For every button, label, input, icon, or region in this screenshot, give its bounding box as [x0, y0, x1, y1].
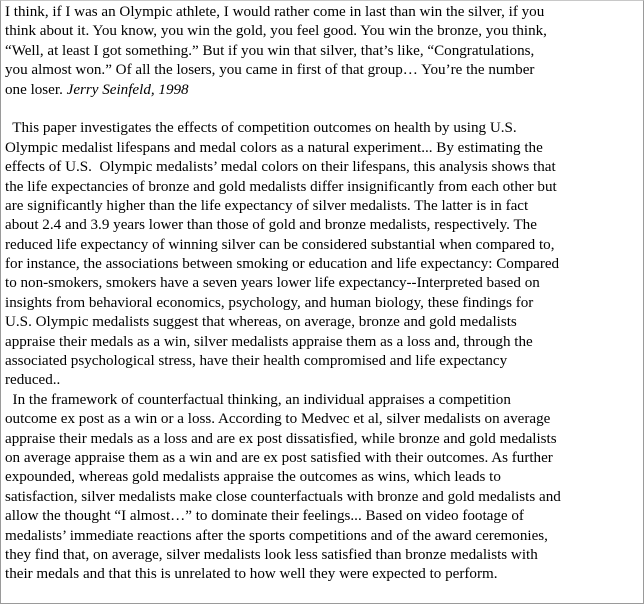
paragraph-line: allow the thought “I almost…” to dominate their feelings... Based on video footage of: [5, 508, 524, 525]
quote-attribution: Jerry Seinfeld, 1998: [66, 81, 189, 98]
paragraph-line: This paper investigates the effects of competition outcomes on health by using U.S.: [5, 120, 517, 137]
paragraph-line: insights from behavioral economics, psychology, and human biology, these findings for: [5, 294, 534, 311]
paragraph-line: reduced..: [5, 372, 61, 389]
quote-line: I think, if I was an Olympic athlete, I would rather come in last than win the silver, if you: [5, 4, 545, 20]
paragraph-line: outcome ex post as a win or a loss. According to Medvec et al, silver medalists on average: [5, 411, 551, 428]
paragraph-line: the life expectancies of bronze and gold medalists differ insignificantly from each other but: [5, 178, 557, 195]
paragraph-line: about 2.4 and 3.9 years lower than those of gold and bronze medalists, respectively. The: [5, 217, 537, 234]
paragraph-line: appraise their medals as a win, silver medalists appraise them as a loss and, through the: [5, 333, 533, 350]
document-text: [5, 3, 641, 585]
paragraph-line: their medals and that this is unrelated to how well they were expected to perform.: [5, 566, 498, 583]
paragraph-line: effects of U.S. Olympic medalists’ medal colors on their lifespans, this analysis shows that: [5, 159, 556, 176]
paragraph-line: appraise their medals as a loss and are ex post dissatisfied, while bronze and gold medalists: [5, 430, 557, 447]
paragraph-line: associated psychological stress, have their health compromised and life expectancy: [5, 353, 508, 370]
quote-line: “Well, at least I got something.” But if you win that silver, that’s like, “Congratulations,: [5, 42, 535, 59]
paragraph-line: In the framework of counterfactual thinking, an individual appraises a competition: [5, 391, 511, 408]
paragraph-line: they find that, on average, silver medalists look less satisfied than bronze medalists with: [5, 546, 538, 563]
epigraph-quote: [5, 3, 641, 100]
quote-line: you almost won.” Of all the losers, you came in first of that group… You’re the number: [5, 62, 535, 79]
paragraph-line: satisfaction, silver medalists make close counterfactuals with bronze and gold medalists and: [5, 488, 561, 505]
paragraph-line: U.S. Olympic medalists suggest that whereas, on average, bronze and gold medalists: [5, 314, 517, 331]
paragraph-line: reduced life expectancy of winning silver can be considered substantial when compared to,: [5, 236, 555, 253]
paragraph-line: for instance, the associations between smoking or education and life expectancy: Compared: [5, 256, 560, 273]
paragraph-line: expounded, whereas gold medalists appraise the outcomes as wins, which leads to: [5, 469, 501, 486]
paragraph-counterfactual: [5, 391, 641, 585]
quote-line: think about it. You know, you win the gold, you feel good. You win the bronze, you think,: [5, 23, 547, 40]
paragraph-line: medalists’ immediate reactions after the sports competitions and of the award ceremonies,: [5, 527, 548, 544]
paragraph-line: on average appraise them as a win and are ex post satisfied with their outcomes. As further: [5, 449, 553, 466]
paragraph-line: are significantly higher than the life expectancy of silver medalists. The latter is in fact: [5, 197, 529, 214]
paragraph-line: to non-smokers, smokers have a seven years lower life expectancy--Interpreted based on: [5, 275, 540, 292]
quote-last-line-text: one loser.: [5, 81, 67, 98]
paragraph-line: Olympic medalist lifespans and medal colors as a natural experiment... By estimating the: [5, 139, 543, 156]
paragraph-abstract: [5, 119, 641, 390]
paragraph-spacer: [5, 100, 641, 119]
quote-last-line: [5, 81, 641, 100]
